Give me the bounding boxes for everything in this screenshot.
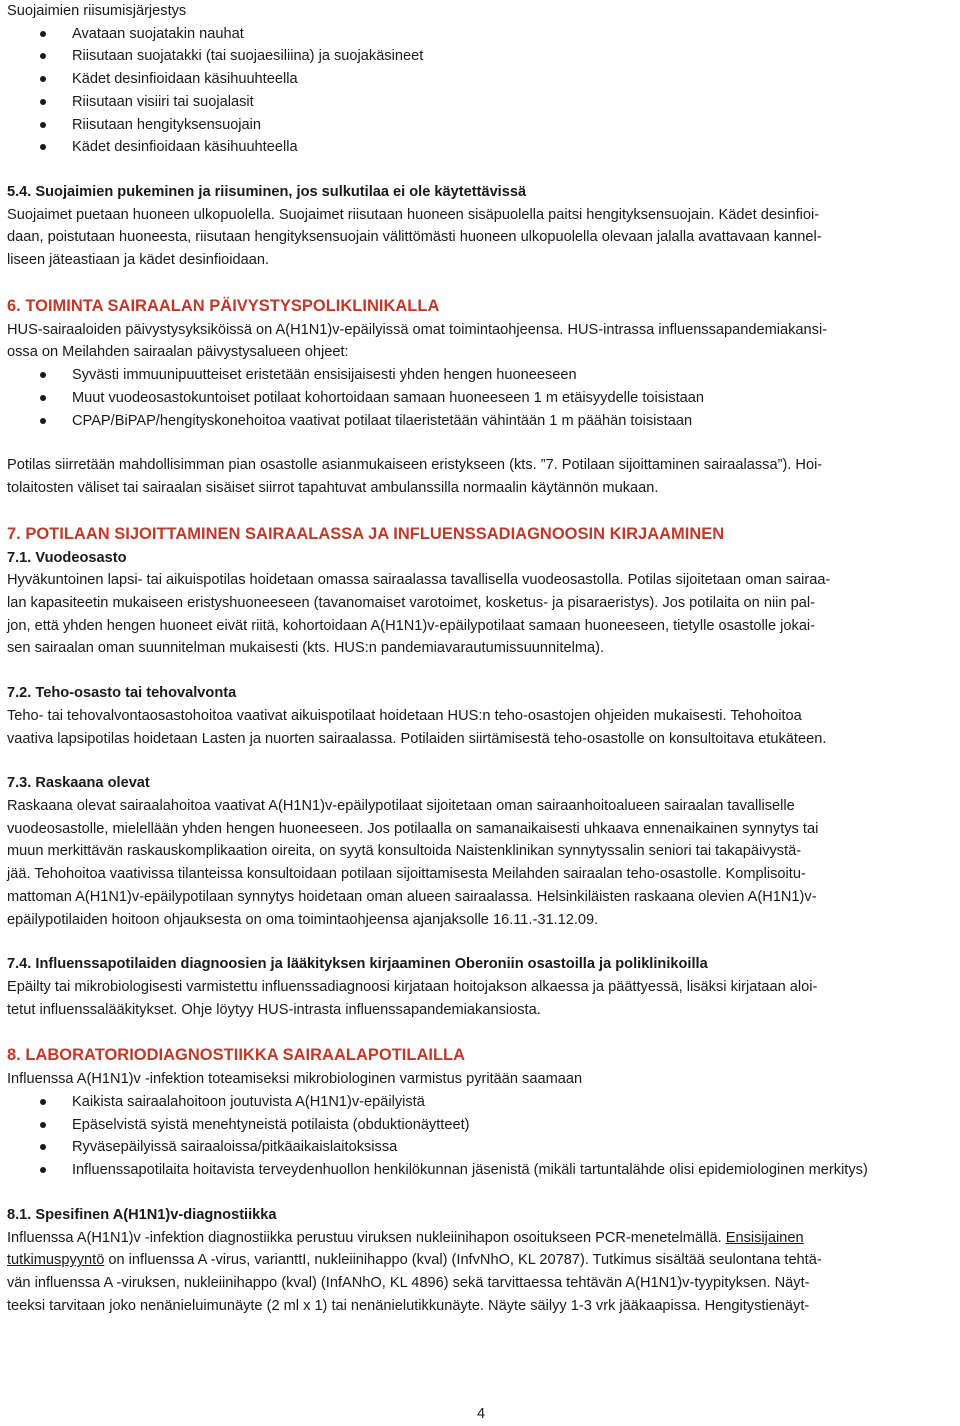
list-item: CPAP/BiPAP/hengityskonehoitoa vaativat potilaat tilaeristetään vähintään 1 m päähän toisistaan [7,410,957,433]
list-item: Riisutaan visiiri tai suojalasit [7,91,957,114]
page-number: 4 [477,1406,486,1422]
section-5-4-line: daan, poistutaan huoneesta, riisutaan hengityksensuojain välittömästi huoneen ulkopuolella olevaan jalalla avattavaan kannel- [7,229,822,246]
section-7-4-heading: 7.4. Influenssapotilaiden diagnoosien ja lääkityksen kirjaaminen Oberoniin osastoilla ja poliklinikoilla [7,956,708,973]
section-7-1-line: jon, että yhden hengen huoneet eivät riitä, kohortoidaan A(H1N1)v-epäilypotilaat samaan huoneeseen, tietylle osastolle jokai- [7,617,816,634]
section-6-line: tolaitosten väliset tai sairaalan sisäiset siirrot tapahtuvat ambulanssilla normaalin käytännön mukaan. [7,479,659,496]
section-6-line: HUS-sairaaloiden päivystysyksiköissä on A(H1N1)v-epäilyissä omat toimintaohjeensa. HUS-intrassa influenssapandemiakansi- [7,321,828,338]
list-item: Kädet desinfioidaan käsihuuhteella [7,136,957,159]
section-8-list [7,1091,957,1182]
list-item: Kaikista sairaalahoitoon joutuvista A(H1N1)v-epäilyistä [7,1091,957,1114]
section-6-list [7,364,957,432]
section-5-4-heading: 5.4. Suojaimien pukeminen ja riisuminen, jos sulkutilaa ei ole käytettävissä [7,183,527,200]
section-8-1-text: Influenssa A(H1N1)v -infektion diagnostiikka perustuu viruksen nukleiinihapon osoitukseen PCR-menetelmällä. [7,1229,726,1246]
list-item: Ryväsepäilyissä sairaaloissa/pitkäaikaislaitoksissa [7,1136,957,1159]
section-6-line: Potilas siirretään mahdollisimman pian osastolle asianmukaiseen eristykseen (kts. ”7. Potilaan sijoittaminen sairaalassa”). Hoi- [7,457,823,474]
section-7-2-line: vaativa lapsipotilas hoidetaan Lasten ja nuorten sairaalassa. Potilaiden siirtämisestä teho-osastolle on konsultoitava etukäteen. [7,730,827,747]
section-7-3-line: epäilypotilaiden hoitoon ohjauksesta on oma toimintaohjeensa ajanjaksolle 16.11.-31.12.09. [7,911,599,928]
section-5-4-line: liseen jäteastiaan ja kädet desinfioidaan. [7,252,270,269]
section-6-heading: 6. TOIMINTA SAIRAALAN PÄIVYSTYSPOLIKLINIKALLA [7,296,440,315]
section-7-1-line: lan kapasiteetin mukaiseen eristyshuoneeseen (tavanomaiset varotoimet, kosketus- ja pisaraeristys). Jos potilaita on niin pal- [7,595,815,612]
removal-list [7,23,957,159]
section-7-heading: 7. POTILAAN SIJOITTAMINEN SAIRAALASSA JA INFLUENSSADIAGNOOSIN KIRJAAMINEN [7,524,725,543]
section-7-2-heading: 7.2. Teho-osasto tai tehovalvonta [7,685,237,702]
section-7-3-line: muun merkittävän raskauskomplikaation oireita, on syytä konsultoida Naistenklinikan synnytyssalin seniori tai takapäivystä- [7,843,802,860]
section-7-4-line: Epäilty tai mikrobiologisesti varmistettu influenssadiagnoosi kirjataan hoitojakson alkaessa ja päättyessä, lisäksi kirjataan aloi- [7,978,818,995]
section-7-2-line: Teho- tai tehovalvontaosastohoitoa vaativat aikuispotilaat hoidetaan HUS:n teho-osastojen ohjeiden mukaisesti. Tehohoitoa [7,707,802,724]
list-item: Kädet desinfioidaan käsihuuhteella [7,68,957,91]
list-item: Syvästi immuunipuutteiset eristetään ensisijaisesti yhden hengen huoneeseen [7,364,957,387]
section-5-4-line: Suojaimet puetaan huoneen ulkopuolella. Suojaimet riisutaan huoneen sisäpuolella paitsi hengityksensuojain. Kädet desinfioi- [7,206,820,223]
section-7-1-line: Hyväkuntoinen lapsi- tai aikuispotilas hoidetaan omassa sairaalassa tavallisella vuodeosastolla. Potilas sijoitetaan oman sairaa- [7,572,831,589]
primary-request-link[interactable]: Ensisijainen [725,1229,804,1246]
section-7-1-heading: 7.1. Vuodeosasto [7,549,127,566]
section-8-1-line [7,1227,957,1250]
section-8-1-line [7,1249,957,1272]
list-item: Influenssapotilaita hoitavista terveydenhuollon henkilökunnan jäsenistä (mikäli tartuntalähde olisi epidemiologinen merkitys) [7,1159,957,1182]
list-item: Muut vuodeosastokuntoiset potilaat kohortoidaan samaan huoneeseen 1 m etäisyydelle toisistaan [7,387,957,410]
section-8-1-text: on influenssa A -virus, varianttI, nukleiinihappo (kval) (InfvNhO, KL 20787). Tutkimus sisältää seulontana tehtä- [104,1252,822,1269]
list-item: Epäselvistä syistä menehtyneistä potilaista (obduktionäytteet) [7,1114,957,1137]
list-item: Riisutaan hengityksensuojain [7,114,957,137]
removal-title: Suojaimien riisumisjärjestys [7,3,187,19]
page-content [7,0,957,1317]
section-8-1-line: vän influenssa A -viruksen, nukleiinihappo (kval) (InfANhO, KL 4896) sekä tarvittaessa tehtävän A(H1N1)v-tyypityksen. Näyt- [7,1274,810,1291]
section-8-1-heading: 8.1. Spesifinen A(H1N1)v-diagnostiikka [7,1206,277,1223]
list-item: Avataan suojatakin nauhat [7,23,957,46]
section-7-3-heading: 7.3. Raskaana olevat [7,775,150,792]
section-7-3-line: Raskaana olevat sairaalahoitoa vaativat A(H1N1)v-epäilypotilaat sijoitetaan oman sairaanhoitoalueen sairaalan tavalliselle [7,797,795,814]
section-7-4-line: tetut influenssalääkitykset. Ohje löytyy HUS-intrasta influenssapandemiakansiosta. [7,1001,541,1018]
section-7-1-line: sen sairaalan oman suunnitelman mukaisesti (kts. HUS:n pandemiavarautumissuunnitelma). [7,640,605,657]
section-8-intro: Influenssa A(H1N1)v -infektion toteamiseksi mikrobiologinen varmistus pyritään saamaan [7,1071,583,1088]
list-item: Riisutaan suojatakki (tai suojaesiliina) ja suojakäsineet [7,45,957,68]
section-7-3-line: vuodeosastolle, mielellään yhden hengen huoneeseen. Jos potilaalla on samanaikaisesti uhkaava ennenaikainen synnytys tai [7,820,819,837]
section-7-3-line: jää. Tehohoitoa vaativissa tilanteissa konsultoidaan potilaan sijoittamisesta Meilahden sairaalan teho-osastolle. Komplisoitu- [7,866,806,883]
primary-request-link[interactable]: tutkimuspyyntö [7,1252,105,1269]
section-6-line: ossa on Meilahden sairaalan päivystysalueen ohjeet: [7,344,349,361]
section-8-1-line: teeksi tarvitaan joko nenänieluimunäyte (2 ml x 1) tai nenänielutikkunäyte. Näyte säilyy 1-3 vrk jääkaapissa. Hengitystienäyt- [7,1297,810,1314]
section-7-3-line: mattoman A(H1N1)v-epäilypotilaan synnytys hoidetaan oman alueen sairaalassa. Helsinkiläisten raskaana olevien A(H1N1)v- [7,888,817,905]
section-8-heading: 8. LABORATORIODIAGNOSTIIKKA SAIRAALAPOTILAILLA [7,1046,466,1065]
